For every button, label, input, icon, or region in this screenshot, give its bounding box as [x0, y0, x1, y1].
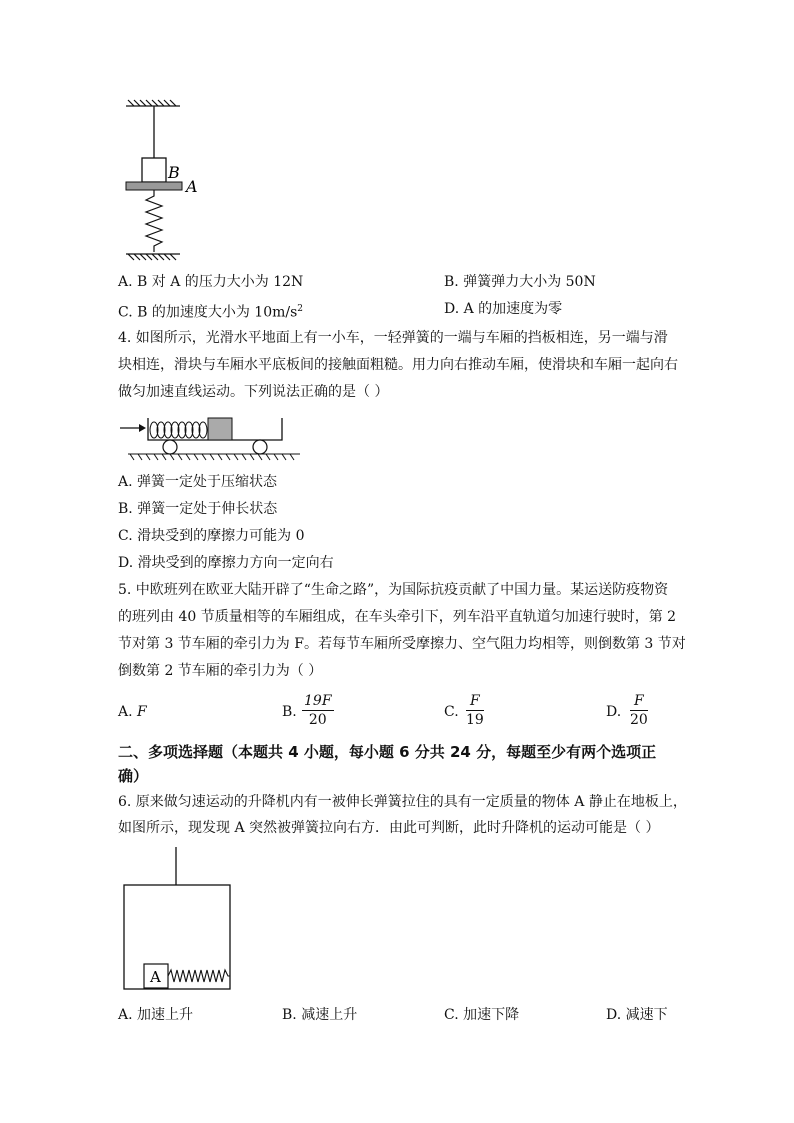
- q6-option-a: A. 加速上升: [118, 1007, 194, 1023]
- q3-option-c: [118, 299, 303, 323]
- q4-figure: [118, 414, 308, 464]
- section2-title-1: 二、多项选择题（本题共 4 小题，每小题 6 分共 24 分，每题至少有两个选项正: [118, 743, 657, 761]
- cart-spring: [150, 422, 207, 438]
- section2-title-2: 确）: [118, 767, 149, 785]
- q6-option-d: D. 减速下: [606, 1007, 668, 1023]
- q4-stem-2: 块相连，滑块与车厢水平底板间的接触面粗糙。用力向右推动车厢，使滑块和车厢一起向右: [118, 357, 678, 373]
- push-arrow-head: [139, 424, 146, 432]
- q5-stem-1: 5. 中欧班列在欧亚大陆开辟了“生命之路”，为国际抗疫贡献了中国力量。某运送防疫物资: [118, 582, 669, 598]
- q4-stem-1: 4. 如图所示，光滑水平地面上有一小车，一轻弹簧的一端与车厢的挡板相连，另一端与滑: [118, 330, 668, 346]
- label-b: B: [168, 163, 180, 182]
- wheel-left: [163, 440, 177, 454]
- q6-stem-1: 6. 原来做匀速运动的升降机内有一被伸长弹簧拉住的具有一定质量的物体 A 静止在地板上，: [118, 794, 687, 810]
- q5-option-b-label: B.: [282, 704, 297, 720]
- q3-option-d: D. A 的加速度为零: [444, 301, 563, 317]
- q3-option-a: A. B 对 A 的压力大小为 12N: [118, 274, 304, 290]
- q5-option-d-numerator: F: [630, 692, 648, 711]
- q4-option-a: A. 弹簧一定处于压缩状态: [118, 474, 278, 490]
- q3-option-b: B. 弹簧弹力大小为 50N: [444, 274, 596, 290]
- q5-stem-2: 的班列由 40 节质量相等的车厢组成，在车头牵引下，列车沿平直轨道匀加速行驶时，第 2: [118, 609, 677, 625]
- q3-option-c-text: C. B 的加速度大小为 10m/s: [118, 304, 298, 321]
- q6-option-b: B. 减速上升: [282, 1007, 358, 1023]
- q5-option-a: [118, 702, 147, 722]
- q5-option-a-label: A.: [118, 704, 133, 720]
- ground-hatch: [128, 454, 300, 460]
- q5-stem-4: 倒数第 2 节车厢的牵引力为（ ）: [118, 663, 323, 679]
- q4-stem-3: 做匀加速直线运动。下列说法正确的是（ ）: [118, 384, 389, 400]
- q4-option-b: B. 弹簧一定处于伸长状态: [118, 501, 278, 517]
- q5-stem-3: 节对第 3 节车厢的牵引力为 F。若每节车厢所受摩擦力、空气阻力均相等，则倒数第 3 节对: [118, 636, 686, 652]
- q6-option-c: C. 加速下降: [444, 1007, 520, 1023]
- q3-figure: [118, 98, 238, 263]
- q5-option-c-numerator: F: [466, 692, 484, 711]
- ceiling-hatch: [126, 100, 180, 106]
- q3-option-c-sup: 2: [297, 304, 304, 314]
- q5-option-b-fraction: [302, 692, 334, 729]
- q5-option-b-denominator: 20: [308, 712, 327, 728]
- q5-option-c-denominator: 19: [466, 712, 484, 728]
- floor-hatch: [126, 254, 180, 260]
- block-b: [142, 158, 166, 182]
- spring: [146, 190, 162, 252]
- q5-option-c-label: C.: [444, 704, 459, 720]
- q5-option-a-value: F: [137, 704, 147, 720]
- q5-option-b-numerator: 19F: [304, 693, 332, 709]
- q4-option-c: C. 滑块受到的摩擦力可能为 0: [118, 528, 305, 544]
- plate-a: [126, 182, 182, 190]
- q5-option-c-fraction: [466, 692, 484, 729]
- q4-option-d: D. 滑块受到的摩擦力方向一定向右: [118, 555, 334, 571]
- q6-figure: [118, 845, 238, 995]
- q6-stem-2: 如图所示，现发现 A 突然被弹簧拉向右方．由此可判断，此时升降机的运动可能是（ ）: [118, 820, 660, 836]
- block-a-label: A: [150, 968, 161, 986]
- slider-block: [208, 418, 232, 440]
- label-a: A: [186, 177, 198, 196]
- wheel-right: [253, 440, 267, 454]
- q5-option-d-denominator: 20: [630, 712, 648, 728]
- q5-option-d-label: D.: [606, 704, 622, 720]
- q5-option-d-fraction: [630, 692, 648, 729]
